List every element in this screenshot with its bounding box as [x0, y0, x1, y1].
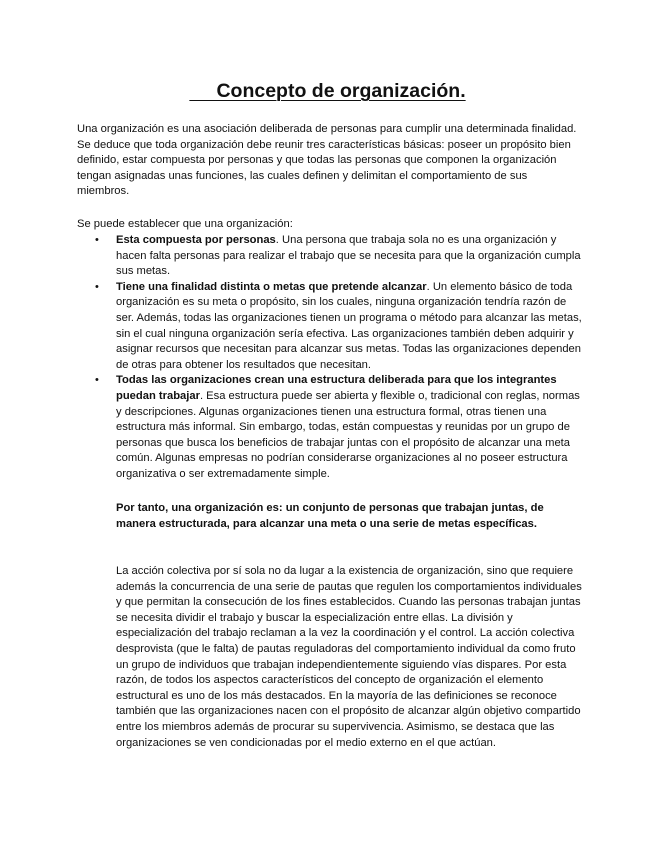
list-item-text: . Una persona que trabaja sola no es una organización y hacen falta personas para realizar el trabajo que se necesita para que la organización cumpla sus metas.	[116, 234, 581, 278]
conclusion-paragraph: Por tanto, una organización es: un conjunto de personas que trabajan juntas, de manera estructurada, para alcanzar una meta o una serie de metas específicas.	[116, 502, 544, 530]
list-item-heading: Todas las organizaciones crean una estructura deliberada para que los integrantes puedan trabajar	[116, 374, 557, 402]
bullet-icon: •	[95, 234, 99, 246]
list-item	[77, 233, 587, 280]
closing-paragraph: La acción colectiva por sí sola no da lugar a la existencia de organización, sino que requiere además la concurrencia de una serie de pautas que regulen los comportamientos individuales y que permitan la consecución de los fines establecidos. Cuando las personas trabajan juntas se necesita dividir el trabajo y buscar la especialización entre ellas. La división y especialización del trabajo reclaman a la vez la coordinación y el control. La acción colectiva desprovista (que le falta) de pautas reguladoras del comportamiento individual da como fruto un grupo de individuos que trabajan independientemente siguiendo vías dispares. Por esta razón, de todos los aspectos característicos del concepto de organización el elemento estructural es uno de los más destacados. En la mayoría de las definiciones se reconoce también que las organizaciones nacen con el propósito de alcanzar algún objetivo compartido entre los miembros además de procurar su supervivencia. Asimismo, se destaca que las organizaciones se ven condicionadas por el medio externo en el que actúan.	[116, 565, 582, 749]
list-item-text: . Un elemento básico de toda organización es su meta o propósito, sin los cuales, ninguna organización tendría razón de ser. Además, todas las organizaciones tienen un programa o método para alcanzar las metas, sin el cual ninguna organización sería efectiva. Las organizaciones también deben adquirir y asignar recursos que necesitan para alcanzar sus metas. Todas las organizaciones dependen de otras para obtener los resultados que necesitan.	[116, 280, 582, 371]
list-item	[77, 280, 587, 374]
list-item-text: . Esa estructura puede ser abierta y flexible o, tradicional con reglas, normas y descripciones. Algunas organizaciones tienen una estructura formal, otras tienen una estructura más informal. Sin embargo, todas, están compuestas y reunidas por un grupo de personas que busca los beneficios de trabajar juntas con el propósito de alcanzar una meta común. Algunas empresas no podrían considerarse organizaciones al no poseer estructura organizativa o ser extremadamente simple.	[116, 389, 580, 480]
list-item-heading: Tiene una finalidad distinta o metas que pretende alcanzar	[116, 280, 427, 293]
bullet-icon: •	[95, 280, 99, 293]
intro-paragraph: Una organización es una asociación deliberada de personas para cumplir una determinada finalidad. Se deduce que toda organización debe reunir tres características básicas: poseer un propósito bien definido, estar compuesta por personas y que todas las personas que componen la organización tengan asignadas unas funciones, las cuales definen y delimitan el comportamiento de sus miembros.	[77, 123, 577, 198]
page-title: Concepto de organización.	[189, 80, 466, 102]
lead-sentence: Se puede establecer que una organización:	[77, 218, 293, 230]
list-item-heading: Esta compuesta por personas	[116, 234, 276, 246]
characteristics-list	[77, 233, 587, 483]
bullet-icon: •	[95, 374, 99, 387]
list-item	[77, 373, 587, 482]
